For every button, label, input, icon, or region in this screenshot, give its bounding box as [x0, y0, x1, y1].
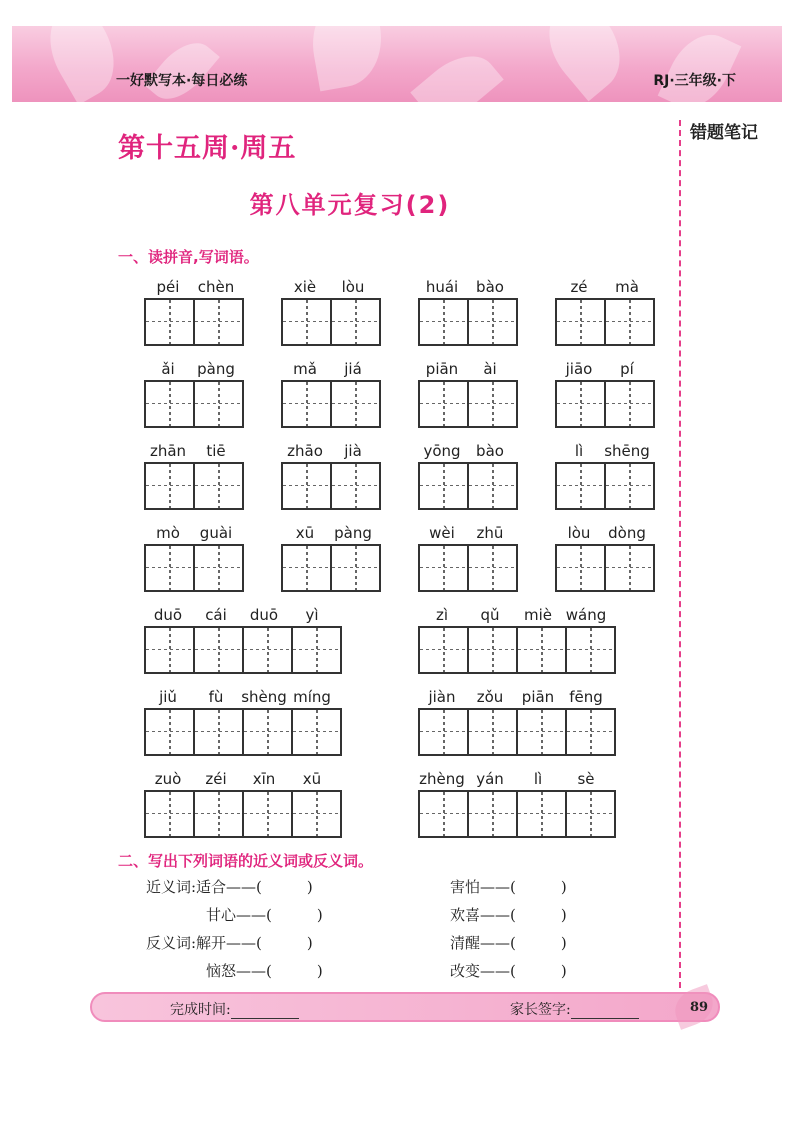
lesson-title: 第八单元复习(2) — [249, 191, 451, 219]
character-cell[interactable] — [195, 300, 244, 344]
pinyin-syllable: duō — [249, 606, 279, 624]
character-cell[interactable] — [518, 710, 567, 754]
character-boxes — [555, 544, 655, 592]
page-number: 89 — [690, 1000, 709, 1015]
synonym-item: 欢喜——( ) — [450, 906, 567, 924]
pinyin-syllable: wáng — [565, 606, 607, 624]
petal-decoration — [144, 31, 220, 102]
parent-signature — [510, 999, 639, 1019]
parent-signature-label: 家长签字: — [510, 1002, 571, 1018]
pinyin-syllable: shēng — [604, 442, 650, 460]
completion-time — [170, 999, 299, 1019]
character-cell[interactable] — [195, 546, 244, 590]
antonym-item: 恼怒——( ) — [206, 962, 323, 980]
pinyin-syllable: yì — [305, 606, 319, 624]
pinyin-syllable: zhèng — [419, 770, 465, 788]
character-cell[interactable] — [557, 382, 606, 426]
pinyin-syllable: xīn — [252, 770, 276, 788]
pinyin-syllable: pí — [620, 360, 634, 378]
notes-divider — [679, 120, 681, 988]
word-writing-group — [555, 524, 655, 592]
pinyin-syllable: jiāo — [565, 360, 593, 378]
pinyin-syllable: miè — [523, 606, 552, 624]
pinyin-syllable: tiē — [206, 442, 226, 460]
grade-label: RJ·三年级·下 — [653, 73, 736, 89]
pinyin-row — [144, 278, 244, 298]
character-cell[interactable] — [567, 710, 616, 754]
pinyin-syllable: sè — [577, 770, 595, 788]
character-cell[interactable] — [557, 464, 606, 508]
petal-decoration — [658, 26, 742, 102]
pinyin-row — [555, 524, 655, 544]
pinyin-syllable: zì — [435, 606, 449, 624]
pinyin-syllable: cái — [205, 606, 227, 624]
character-boxes — [418, 626, 616, 674]
word-writing-group — [418, 442, 518, 510]
antonym-item: 反义词:解开——( ) — [146, 934, 313, 952]
character-cell[interactable] — [420, 792, 469, 836]
character-cell[interactable] — [469, 300, 518, 344]
pinyin-syllable: zhān — [149, 442, 187, 460]
character-boxes — [555, 462, 655, 510]
word-writing-group — [281, 524, 381, 592]
character-cell[interactable] — [146, 382, 195, 426]
pinyin-syllable: piān — [425, 360, 459, 378]
pinyin-row — [418, 442, 518, 462]
pinyin-syllable: ǎi — [161, 360, 175, 378]
character-cell[interactable] — [557, 300, 606, 344]
character-cell[interactable] — [606, 300, 655, 344]
character-cell[interactable] — [146, 628, 195, 672]
character-cell[interactable] — [332, 382, 381, 426]
character-cell[interactable] — [420, 710, 469, 754]
word-writing-group — [418, 360, 518, 428]
pinyin-syllable: fēng — [569, 688, 603, 706]
word-writing-group — [418, 688, 616, 756]
character-cell[interactable] — [244, 792, 293, 836]
pinyin-row — [555, 360, 655, 380]
character-boxes — [144, 298, 244, 346]
character-cell[interactable] — [195, 710, 244, 754]
character-cell[interactable] — [420, 546, 469, 590]
character-cell[interactable] — [420, 464, 469, 508]
character-cell[interactable] — [244, 710, 293, 754]
series-title: 一好默写本·每日必练 — [116, 73, 248, 89]
word-writing-group — [144, 606, 342, 674]
pinyin-syllable: xiè — [293, 278, 317, 296]
character-boxes — [144, 544, 244, 592]
character-cell[interactable] — [567, 628, 616, 672]
character-cell[interactable] — [283, 300, 332, 344]
pinyin-row — [418, 524, 518, 544]
pinyin-syllable: zhāo — [287, 442, 323, 460]
pinyin-row — [144, 770, 342, 790]
pinyin-row — [144, 606, 342, 626]
antonym-item: 清醒——( ) — [450, 934, 567, 952]
pinyin-syllable: dòng — [608, 524, 646, 542]
footer-bar — [90, 992, 720, 1022]
character-boxes — [418, 462, 518, 510]
word-writing-group — [418, 606, 616, 674]
character-cell[interactable] — [469, 382, 518, 426]
pinyin-syllable: jiàn — [428, 688, 456, 706]
character-boxes — [281, 462, 381, 510]
word-writing-group — [555, 360, 655, 428]
character-cell[interactable] — [146, 300, 195, 344]
pinyin-syllable: duō — [153, 606, 183, 624]
character-boxes — [144, 626, 342, 674]
pinyin-row — [281, 524, 381, 544]
character-cell[interactable] — [332, 464, 381, 508]
pinyin-syllable: piān — [521, 688, 555, 706]
character-cell[interactable] — [420, 628, 469, 672]
pinyin-syllable: yōng — [423, 442, 461, 460]
character-cell[interactable] — [244, 628, 293, 672]
word-writing-group — [555, 278, 655, 346]
pinyin-syllable: pàng — [197, 360, 235, 378]
pinyin-row — [144, 688, 342, 708]
pinyin-syllable: jià — [344, 442, 362, 460]
pinyin-syllable: zéi — [205, 770, 227, 788]
word-writing-group — [144, 770, 342, 838]
pinyin-syllable: bào — [476, 442, 504, 460]
pinyin-row — [418, 770, 616, 790]
pinyin-row — [418, 688, 616, 708]
pinyin-row — [144, 524, 244, 544]
character-cell[interactable] — [293, 710, 342, 754]
pinyin-syllable: lì — [574, 442, 584, 460]
pinyin-syllable: lì — [533, 770, 543, 788]
pinyin-syllable: wèi — [429, 524, 455, 542]
pinyin-row — [144, 442, 244, 462]
pinyin-syllable: xū — [295, 524, 315, 542]
character-boxes — [144, 462, 244, 510]
character-cell[interactable] — [606, 382, 655, 426]
character-cell[interactable] — [283, 464, 332, 508]
pinyin-syllable: huái — [425, 278, 459, 296]
word-writing-group — [281, 278, 381, 346]
petal-decoration — [34, 26, 131, 102]
pinyin-syllable: qǔ — [480, 606, 500, 624]
character-boxes — [555, 298, 655, 346]
synonym-item: 近义词:适合——( ) — [146, 878, 313, 896]
parent-signature-blank[interactable] — [571, 1004, 639, 1019]
petal-decoration — [305, 26, 390, 91]
character-boxes — [555, 380, 655, 428]
word-writing-group — [144, 278, 244, 346]
character-cell[interactable] — [195, 792, 244, 836]
character-boxes — [144, 790, 342, 838]
character-cell[interactable] — [146, 546, 195, 590]
pinyin-syllable: bào — [476, 278, 504, 296]
character-cell[interactable] — [469, 628, 518, 672]
antonym-item: 改变——( ) — [450, 962, 567, 980]
pinyin-syllable: zǒu — [476, 688, 504, 706]
pinyin-syllable: guài — [199, 524, 233, 542]
word-writing-group — [144, 524, 244, 592]
pinyin-row — [281, 360, 381, 380]
character-cell[interactable] — [469, 792, 518, 836]
pinyin-syllable: pàng — [334, 524, 372, 542]
word-writing-group — [144, 442, 244, 510]
petal-decoration — [531, 26, 639, 101]
word-writing-group — [555, 442, 655, 510]
character-cell[interactable] — [146, 792, 195, 836]
character-cell[interactable] — [332, 546, 381, 590]
pinyin-syllable: chèn — [197, 278, 235, 296]
pinyin-syllable: mò — [156, 524, 180, 542]
word-writing-group — [144, 360, 244, 428]
word-writing-group — [281, 442, 381, 510]
pinyin-syllable: lòu — [341, 278, 365, 296]
pinyin-syllable: lòu — [567, 524, 591, 542]
pinyin-row — [144, 360, 244, 380]
pinyin-row — [418, 606, 616, 626]
pinyin-syllable: xū — [302, 770, 322, 788]
completion-time-label: 完成时间: — [170, 1002, 231, 1018]
pinyin-syllable: jiá — [344, 360, 362, 378]
header-banner — [12, 26, 782, 102]
pinyin-syllable: péi — [156, 278, 180, 296]
section1-title: 一、读拼音,写词语。 — [118, 248, 259, 266]
petal-decoration — [410, 41, 503, 102]
pinyin-row — [418, 360, 518, 380]
character-boxes — [418, 380, 518, 428]
pinyin-syllable: mà — [615, 278, 639, 296]
character-cell[interactable] — [283, 546, 332, 590]
character-cell[interactable] — [332, 300, 381, 344]
pinyin-syllable: shèng — [241, 688, 287, 706]
character-boxes — [281, 544, 381, 592]
character-cell[interactable] — [195, 628, 244, 672]
character-cell[interactable] — [146, 710, 195, 754]
character-cell[interactable] — [195, 464, 244, 508]
word-writing-group — [281, 360, 381, 428]
mistake-notes-label: 错题笔记 — [690, 123, 758, 143]
character-cell[interactable] — [567, 792, 616, 836]
character-cell[interactable] — [293, 628, 342, 672]
completion-time-blank[interactable] — [231, 1004, 299, 1019]
pinyin-row — [555, 278, 655, 298]
pinyin-syllable: zhū — [476, 524, 504, 542]
character-cell[interactable] — [293, 792, 342, 836]
pinyin-syllable: fù — [208, 688, 224, 706]
pinyin-syllable: míng — [293, 688, 331, 706]
pinyin-syllable: jiǔ — [159, 688, 177, 706]
word-writing-group — [418, 278, 518, 346]
character-boxes — [144, 708, 342, 756]
word-writing-group — [418, 770, 616, 838]
character-boxes — [418, 790, 616, 838]
character-cell[interactable] — [469, 464, 518, 508]
character-cell[interactable] — [146, 464, 195, 508]
character-boxes — [418, 708, 616, 756]
character-cell[interactable] — [469, 546, 518, 590]
character-cell[interactable] — [195, 382, 244, 426]
pinyin-row — [555, 442, 655, 462]
character-boxes — [144, 380, 244, 428]
pinyin-syllable: zuò — [154, 770, 182, 788]
character-boxes — [281, 298, 381, 346]
character-boxes — [281, 380, 381, 428]
synonym-item: 甘心——( ) — [206, 906, 323, 924]
character-boxes — [418, 298, 518, 346]
pinyin-row — [281, 442, 381, 462]
section2-title: 二、写出下列词语的近义词或反义词。 — [118, 852, 374, 870]
character-cell[interactable] — [606, 464, 655, 508]
pinyin-row — [418, 278, 518, 298]
character-cell[interactable] — [518, 628, 567, 672]
character-cell[interactable] — [283, 382, 332, 426]
pinyin-syllable: yán — [476, 770, 504, 788]
character-boxes — [418, 544, 518, 592]
synonym-item: 害怕——( ) — [450, 878, 567, 896]
character-cell[interactable] — [420, 300, 469, 344]
character-cell[interactable] — [518, 792, 567, 836]
pinyin-syllable: zé — [570, 278, 588, 296]
pinyin-syllable: ài — [483, 360, 497, 378]
week-title: 第十五周·周五 — [118, 133, 297, 164]
character-cell[interactable] — [469, 710, 518, 754]
word-writing-group — [144, 688, 342, 756]
character-cell[interactable] — [606, 546, 655, 590]
character-cell[interactable] — [557, 546, 606, 590]
pinyin-syllable: mǎ — [293, 360, 317, 378]
character-cell[interactable] — [420, 382, 469, 426]
word-writing-group — [418, 524, 518, 592]
pinyin-row — [281, 278, 381, 298]
